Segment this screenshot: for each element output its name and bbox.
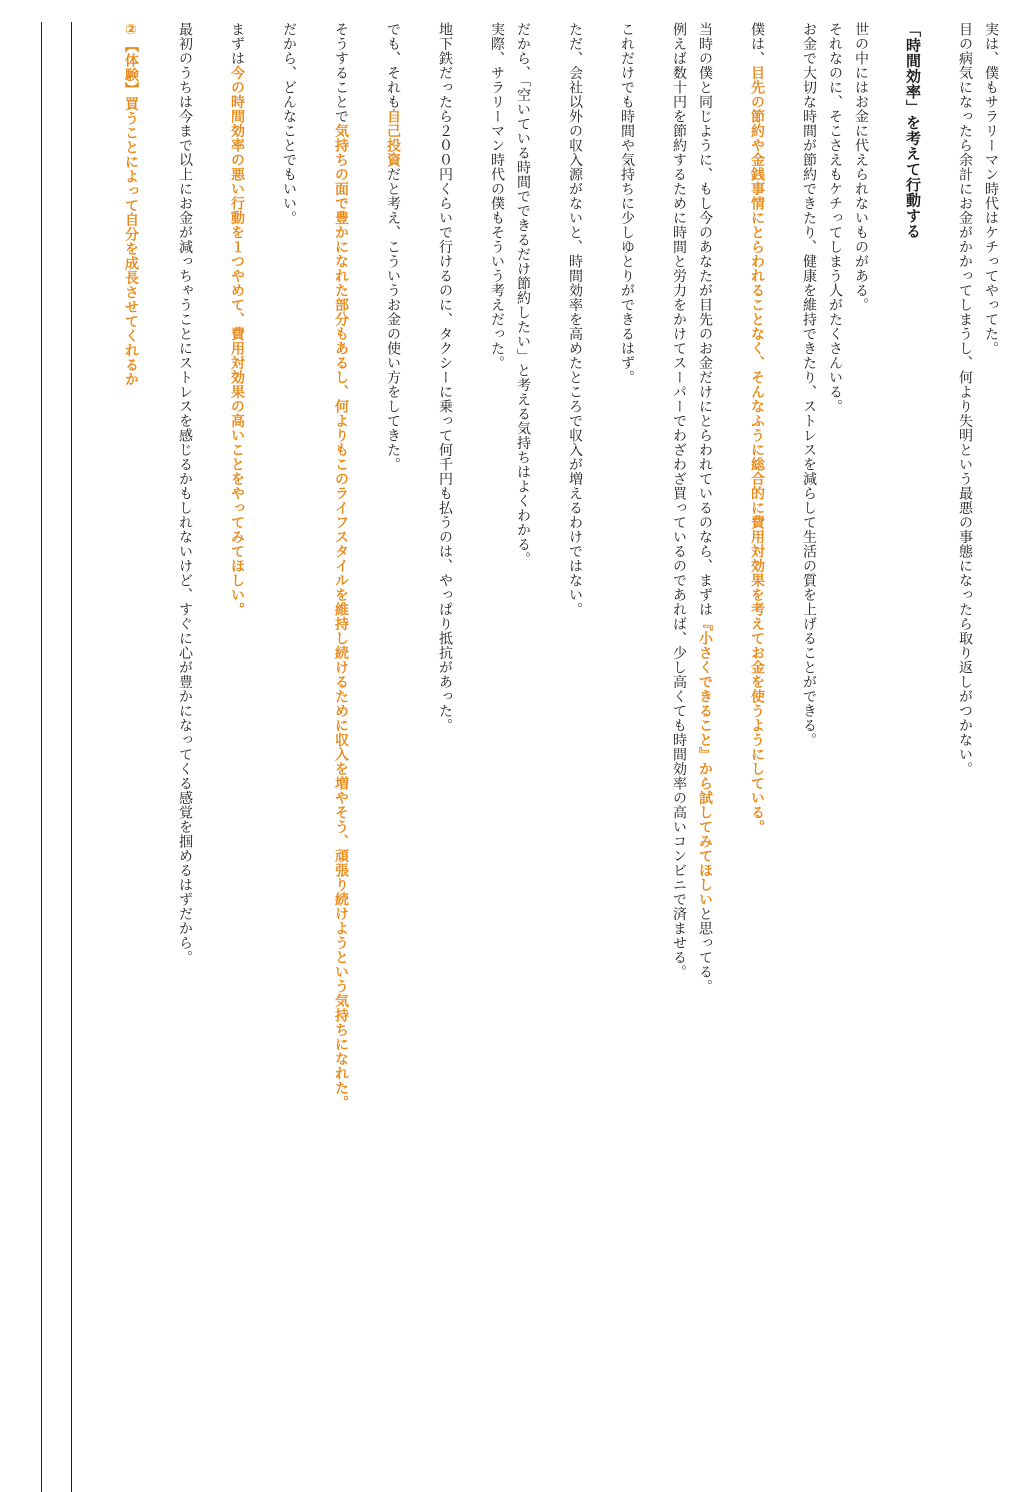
- paragraph-14: だから、どんなことでもいい。: [281, 22, 297, 225]
- paragraph-12: [380, 22, 406, 1492]
- paragraph-15: [224, 22, 250, 1492]
- section-divider-line: [71, 22, 72, 1492]
- paragraph-16: 最初のうちは今まで以上にお金が減っちゃうことにストレスを感じるかもしれないけど、すぐに心が豊かになってくる感覚を掴めるはずだから。: [177, 22, 193, 965]
- paragraph-12-emphasis: 自己投資: [385, 109, 401, 167]
- paragraph-5: [744, 22, 770, 1492]
- paragraph-15-prefix: まずは: [229, 22, 245, 66]
- paragraph-12-prefix: でも、それも: [385, 22, 401, 109]
- paragraph-6: [692, 22, 718, 1492]
- paragraph-10a: だから、「空いている時間でできるだけ節約したい」と考える気持ちはよくわかる。: [515, 22, 531, 566]
- section-divider-line-outer: [41, 22, 42, 1492]
- paragraph-8: これだけでも時間や気持ちに少しゆとりができるはず。: [619, 22, 635, 385]
- paragraph-11: 地下鉄だったら２００円くらいで行けるのに、タクシーに乗って何千円も払うのは、やっぱり抵抗があった。: [437, 22, 453, 733]
- paragraph-4: お金で大切な時間が節約できたり、健康を維持できたり、ストレスを減らして生活の質を上げることができる。: [801, 22, 817, 747]
- paragraph-13-prefix: そうすることで: [333, 22, 349, 124]
- paragraph-6-prefix: 当時の僕と同じように、もし今のあなたが目先のお金だけにとらわれているのなら、まずは: [697, 22, 713, 617]
- section-heading-experience: ②【体験】買うことによって自分を成長させてくれるか: [123, 22, 139, 387]
- paragraph-3a: 世の中にはお金に代えられないものがある。: [853, 22, 869, 312]
- paragraph-7: 例えば数十円を節約するために時間と労力をかけてスーパーでわざわざ買っているのであれば、少し高くても時間効率の高いコンビニで済ませる。: [671, 22, 687, 979]
- paragraph-12-suffix: だと考え、こういうお金の使い方をしてきた。: [385, 167, 401, 472]
- section-heading-time-efficiency: 「時間効率」を考えて行動する: [904, 22, 922, 239]
- paragraph-3b: それなのに、そこさえもケチってしまう人がたくさんいる。: [827, 22, 843, 414]
- paragraph-13: [328, 22, 354, 1492]
- paragraph-9: ただ、会社以外の収入源がないと、時間効率を高めたところで収入が増えるわけではない。: [567, 22, 583, 617]
- paragraph-10b: 実際、サラリーマン時代の僕もそういう考えだった。: [489, 22, 505, 370]
- paragraph-13-emphasis: 気持ちの面で豊かになれた部分もあるし、何よりもこのライフスタイルを維持し続けるために収入を増やそう、頑張り続けようという気持ちになれた。: [333, 123, 349, 1110]
- paragraph-1: 実は、僕もサラリーマン時代はケチってやってた。: [983, 22, 999, 356]
- paragraph-5-emphasis: 目先の節約や金銭事情にとらわれることなく、そんなふうに総合的に費用対効果を考えてお金を使うようにしている。: [749, 65, 765, 834]
- paragraph-6-emphasis: 『小さくできること』から試してみてほしい: [697, 616, 713, 907]
- paragraph-15-emphasis: 今の時間効率の悪い行動を１つやめて、費用対効果の高いことをやってみてほしい。: [229, 65, 245, 617]
- paragraph-5-prefix: 僕は、: [749, 22, 765, 66]
- paragraph-2: 目の病気になったら余計にお金がかかってしまうし、何より失明という最悪の事態になったら取り返しがつかない。: [957, 22, 973, 776]
- paragraph-6-suffix: と思ってる。: [697, 906, 713, 994]
